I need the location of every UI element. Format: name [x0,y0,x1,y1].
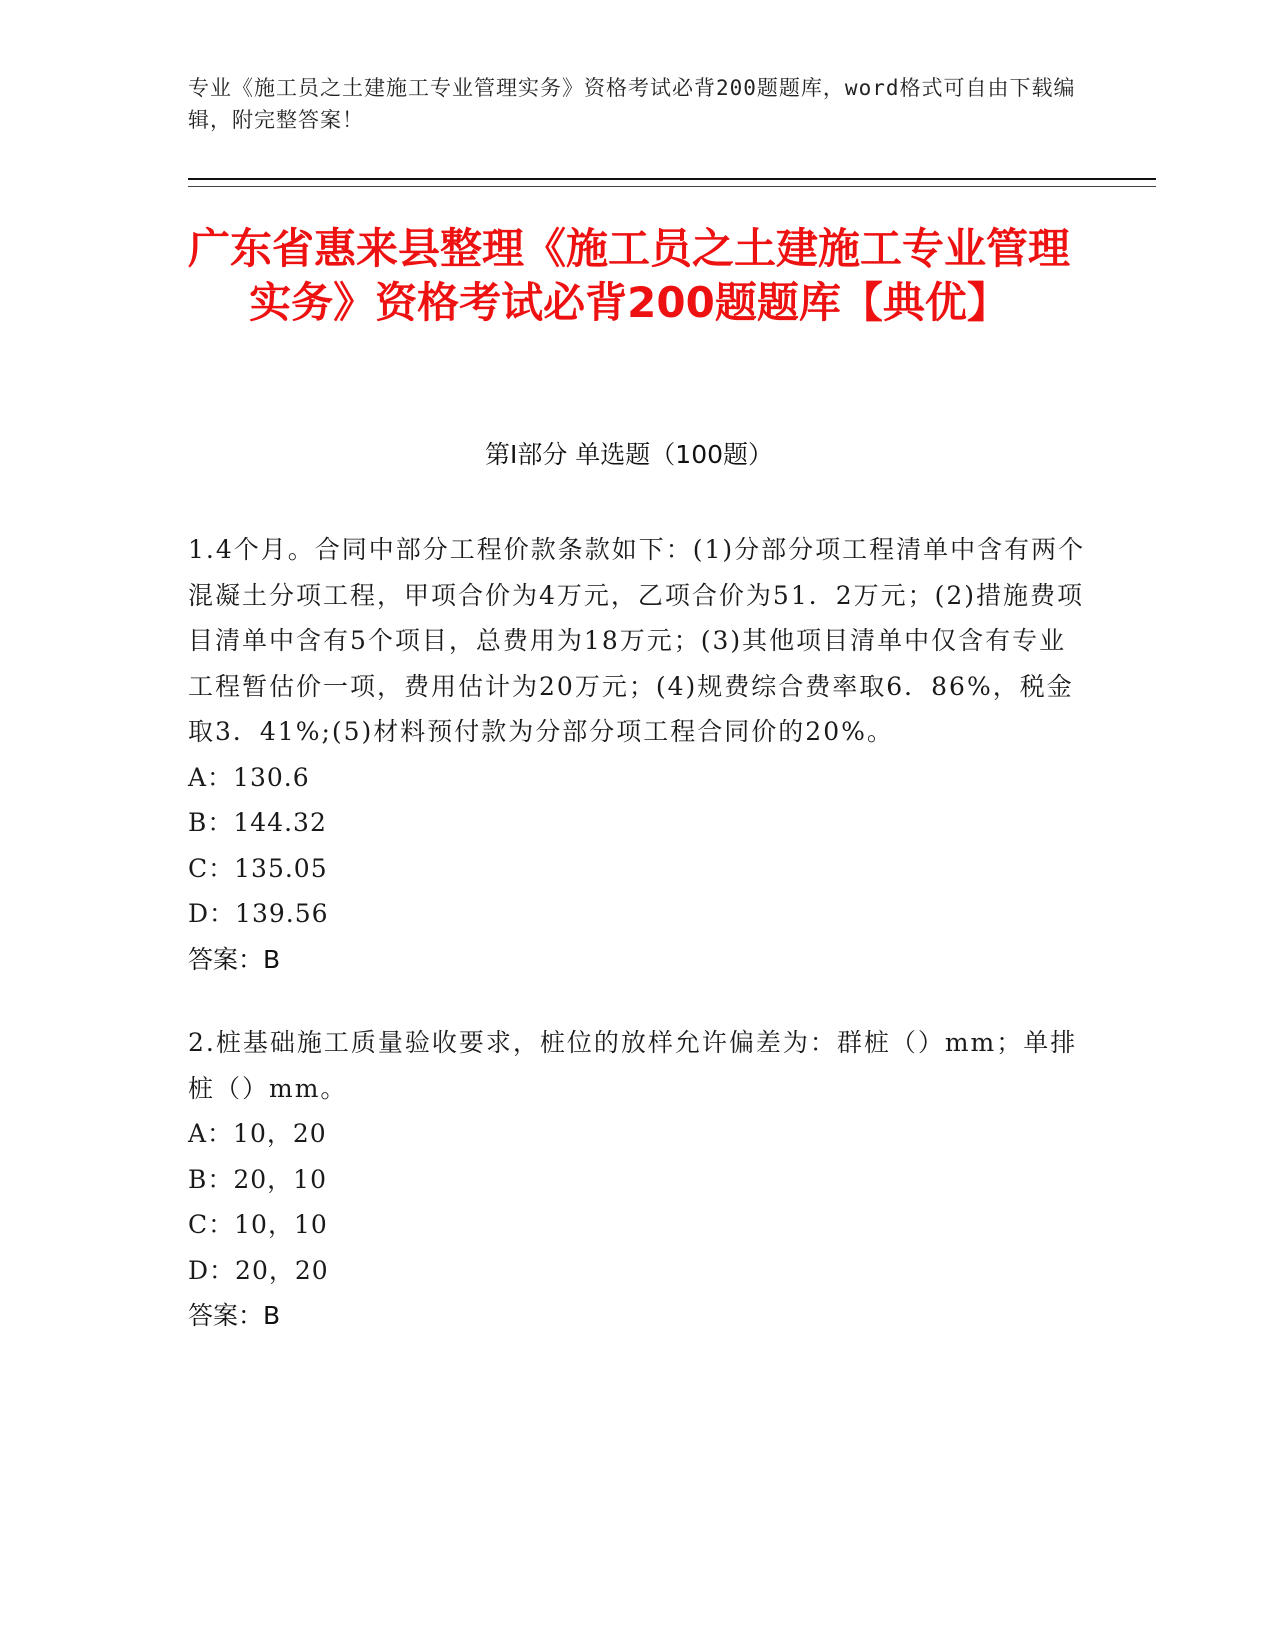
question-stem: 1.4个月。合同中部分工程价款条款如下：(1)分部分项工程清单中含有两个混凝土分项工程，甲项合价为4万元，乙项合价为51．2万元；(2)措施费项目清单中含有5个项目，总费用为18万元；(3)其他项目清单中仅含有专业工程暂估价一项，费用估计为20万元；(4)规费综合费率取6．86%，税金取3．41%;(5)材料预付款为分部分项工程合同价的20%。 [188,535,1086,746]
option-a: A：10，20 [188,1119,327,1148]
answer: 答案：B [188,944,281,974]
option-b: B：20，10 [188,1164,327,1194]
option-c: C：135.05 [188,853,328,883]
document-title: 广东省惠来县整理《施工员之土建施工专业管理实务》资格考试必背200题题库【典优】 [188,224,1071,327]
section-title: 第I部分 单选题（100题） [484,440,774,469]
option-a: A：130.6 [188,762,310,792]
option-c: C：10，10 [188,1210,328,1239]
question-1 [188,527,1088,982]
header-note: 专业《施工员之土建施工专业管理实务》资格考试必背200题题库，word格式可自由下载编辑，附完整答案！ [188,76,1076,132]
question-stem: 2.桩基础施工质量验收要求，桩位的放样允许偏差为：群桩（）mm；单排桩（）mm。 [188,1028,1078,1103]
option-d: D：139.56 [188,899,329,928]
option-d: D：20，20 [188,1255,329,1285]
header-divider-thick [188,178,1156,180]
answer: 答案：B [188,1301,281,1330]
header-divider-thin [188,186,1156,187]
option-b: B：144.32 [188,808,327,837]
question-2 [188,1020,1088,1339]
question-list [188,527,1088,1377]
